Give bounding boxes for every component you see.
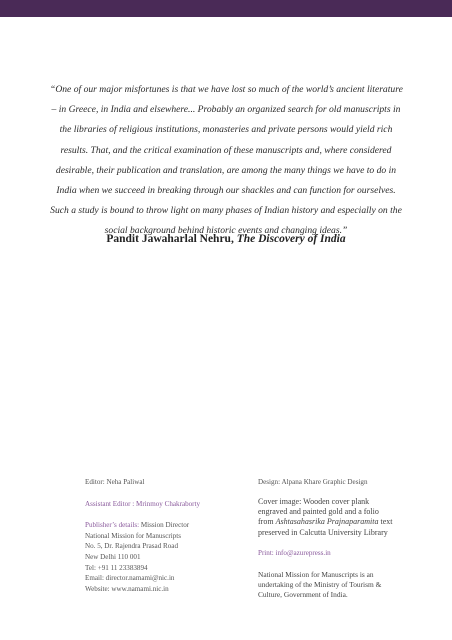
cover-line: Cover image: Wooden cover plank: [258, 496, 370, 506]
quote-line: – in Greece, in India and elsewhere... Probably an organized search for old manuscripts in: [51, 104, 401, 116]
cover-from: from: [258, 517, 276, 527]
design-credit: Design: Alpana Khare Graphic Design: [258, 478, 368, 486]
assistant-editor-credit: Assistant Editor : Mrinmoy Chakraborty: [85, 499, 201, 508]
address-line: No. 5, Dr. Rajendra Prasad Road: [85, 542, 178, 551]
credits-right-column: [258, 477, 423, 600]
quote-line: results. That, and the critical examination of these manuscripts and, where considered: [60, 144, 392, 156]
quote-line: Such a study is bound to throw light on many phases of Indian history and especially on the: [50, 205, 402, 217]
attribution-book: The Discovery of India: [236, 233, 346, 245]
website-line: Website: www.namami.nic.in: [85, 584, 169, 593]
phone-line: Tel: +91 11 23383894: [85, 563, 148, 572]
quote-line: “One of our major misfortunes is that we have lost so much of the world’s ancient literature: [50, 84, 403, 95]
cover-text: text: [378, 517, 393, 527]
address-line: National Mission for Manuscripts: [85, 531, 181, 540]
mission-line: undertaking of the Ministry of Tourism &: [258, 580, 382, 590]
cover-image-credit: [258, 497, 423, 539]
mission-statement: [258, 570, 423, 601]
quote-line: India when we succeed in breaking through our shackles and can function for ourselves.: [56, 185, 396, 197]
editor-credit: Editor: Neha Paliwal: [85, 478, 145, 486]
cover-line: preserved in Calcutta University Library: [258, 527, 388, 537]
publisher-role: Mission Director: [139, 521, 190, 530]
quote-line: the libraries of religious institutions, monasteries and private persons would yield rich: [59, 124, 393, 136]
email-line: Email: director.namami@nic.in: [85, 574, 175, 583]
cover-line: engraved and painted gold and a folio: [258, 507, 379, 516]
print-credit: Print: info@azurepress.in: [258, 549, 331, 558]
mission-line: Culture, Government of India.: [258, 590, 348, 600]
quote-attribution: [0, 233, 452, 245]
quote-line: social background behind historic events and changing ideas.”: [104, 225, 348, 237]
attribution-author: Pandit Jawaharlal Nehru,: [106, 233, 234, 245]
credits-left-column: [85, 477, 235, 594]
publisher-label: Publisher’s details:: [85, 521, 140, 530]
top-color-band: [0, 0, 452, 17]
cover-line: [258, 517, 423, 527]
quote-line: desirable, their publication and translation, are among the many things we have to do in: [55, 164, 397, 176]
publisher-details: [85, 520, 235, 531]
nehru-quote: [50, 80, 402, 242]
cover-manuscript-title: Ashtasahasrika Prajnaparamita: [275, 517, 379, 527]
address-line: New Delhi 110 001: [85, 552, 141, 561]
mission-line: National Mission for Manuscripts is an: [258, 569, 374, 579]
